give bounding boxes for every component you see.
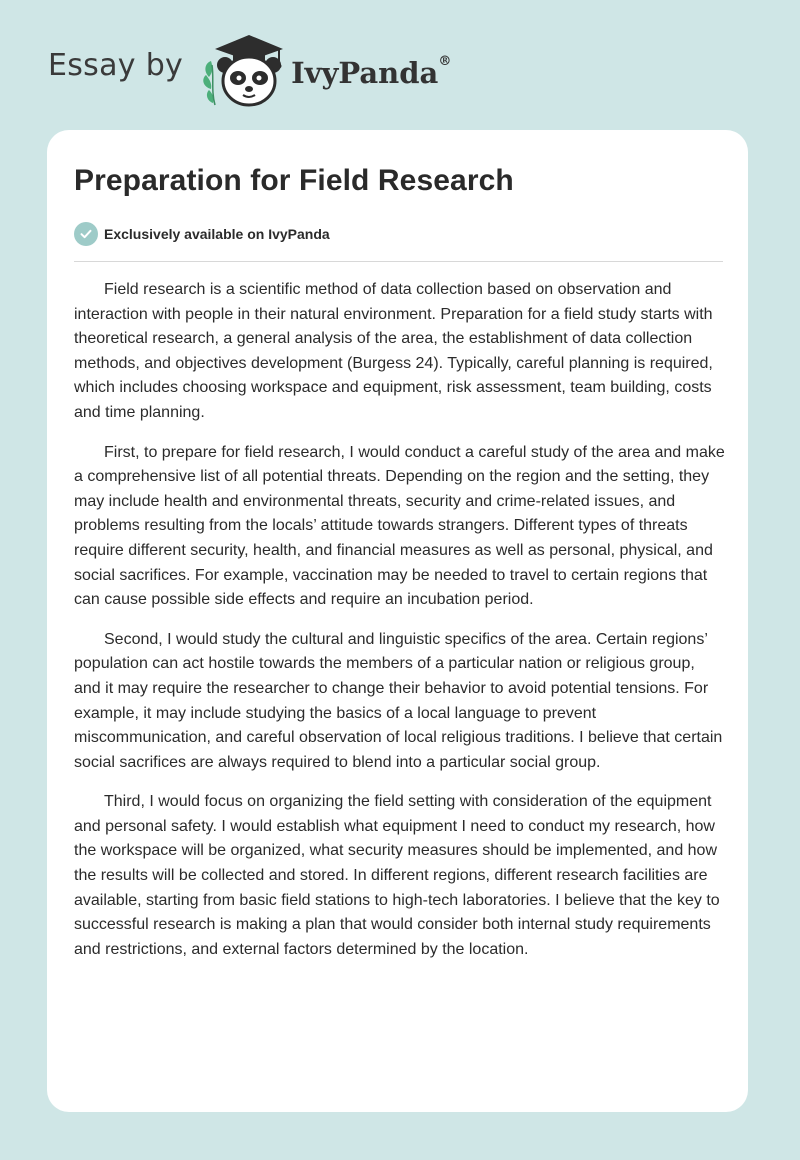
exclusive-badge-label: Exclusively available on IvyPanda [104,226,330,242]
ivypanda-logo-icon[interactable] [199,31,289,109]
divider [74,261,723,262]
paragraph: Field research is a scientific method of data collection based on observation and interaction with people in their natural environment. Preparation for a field study starts with theoretical research, a general analysis of the area, the establishment of data collection methods, and objectives development (Burgess 24). Typically, careful planning is required, which includes choosing workspace and equipment, risk assessment, team building, costs and time planning. [74,281,713,421]
registered-mark: ® [438,54,452,69]
paragraph: Second, I would study the cultural and linguistic specifics of the area. Certain regions’ population can act hostile towards the members of a particular nation or religious group, and it may require the researcher to change their behavior to avoid potential tensions. For example, it may include studying the basics of a local language to prevent miscommunication, and careful observation of local religious traditions. I believe that certain social sacrifices are always required to blend into a particular social group. [74,630,723,771]
exclusive-badge [74,222,330,246]
check-icon [74,222,98,246]
panda-graduate-icon [199,31,289,109]
essay-body [74,278,725,977]
essay-card [47,130,748,1112]
page-title: Preparation for Field Research [74,164,514,197]
site-header [48,30,451,110]
paragraph: Third, I would focus on organizing the field setting with consideration of the equipment and personal safety. I would establish what equipment I need to conduct my research, how the workspace will be organized, what security measures should be implemented, and how the results will be collected and stored. In different regions, different research facilities are available, starting from basic field stations to high-tech laboratories. I believe that the key to successful research is making a plan that would consider both internal study requirements and restrictions, and external factors determined by the location. [74,793,720,958]
brand-name[interactable] [291,56,451,90]
paragraph: First, to prepare for field research, I would conduct a careful study of the area and make a comprehensive list of all potential threats. Depending on the region and the setting, they may include health and environmental threats, security and crime-related issues, and problems resulting from the locals’ attitude towards strangers. Different types of threats require different security, health, and financial measures as well as personal, physical, and social sacrifices. For example, vaccination may be needed to travel to certain regions that can cause possible side effects and require an incubation period. [74,443,725,609]
essay-by-label: Essay by [48,47,184,83]
brand-text: IvyPanda [291,56,439,90]
